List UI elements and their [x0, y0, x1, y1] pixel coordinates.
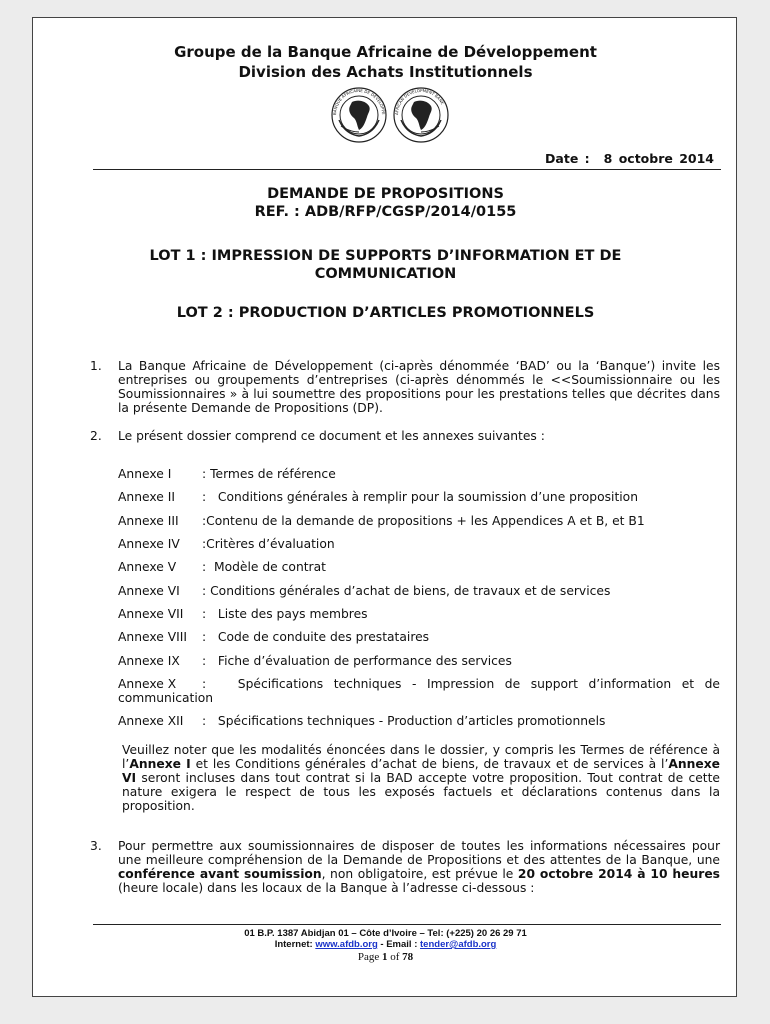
logo-text-left: BANQUE AFRICAINE DE DEVELOPPE: [331, 87, 387, 116]
annex-desc: Contenu de la demande de propositions + les Appendices A et B, et B1: [206, 514, 645, 528]
para2-text: Le présent dossier comprend ce document et les annexes suivantes :: [118, 429, 545, 443]
document-page: [32, 17, 737, 997]
doc-reference: REF. : ADB/RFP/CGSP/2014/0155: [254, 204, 517, 220]
annex-item: Annexe II : Conditions générales à remplir pour la soumission d’une proposition: [118, 490, 639, 504]
annex-item: Annexe I : Termes de référence: [118, 467, 336, 481]
annex-desc: Conditions générales d’achat de biens, de travaux et de services: [210, 584, 611, 598]
annex-label: Annexe VII: [118, 607, 184, 621]
annex-desc: Modèle de contrat: [213, 560, 326, 574]
annex-desc: Code de conduite des prestataires: [217, 630, 430, 644]
annex-label: Annexe XII: [118, 714, 184, 728]
afdb-logo-left: [330, 86, 388, 144]
annex-desc: Fiche d’évaluation de performance des services: [217, 654, 512, 668]
page-total: 78: [402, 951, 414, 963]
lot1-title-line2: COMMUNICATION: [314, 266, 457, 282]
para3-text: Pour permettre aux soumissionnaires de disposer de toutes les informations nécessaires pour une meilleure compréhension de la Demande de Propositions et des attentes de la Banque, une conférence avant soumission, non obligatoire, est prévue le 20 octobre 2014 à 10 heures (heure locale) dans les locaux de la Banque à l’adresse ci-dessous :: [118, 839, 720, 895]
date-value: 8 octobre 2014: [603, 151, 714, 166]
annex-desc: Conditions générales à remplir pour la soumission d’une proposition: [217, 490, 639, 504]
doc-title: DEMANDE DE PROPOSITIONS: [267, 186, 504, 202]
division-name: Division des Achats Institutionnels: [238, 63, 533, 81]
annex-label: Annexe VIII: [118, 630, 188, 644]
annex-item: Annexe V : Modèle de contrat: [118, 560, 326, 574]
annex-item: Annexe III :Contenu de la demande de propositions + les Appendices A et B, et B1: [118, 514, 645, 528]
footer-address: 01 B.P. 1387 Abidjan 01 – Côte d’Ivoire – Tel: (+225) 20 26 29 71: [244, 928, 527, 939]
afdb-logo-right: [392, 86, 450, 144]
annex-item: Annexe XII : Spécifications techniques - Production d’articles promotionnels: [118, 714, 606, 728]
annex-desc: Spécifications techniques - Impression de support d’information et de communication: [118, 677, 721, 705]
annex-item: Annexe X : Spécifications techniques - Impression de support d’information et de communication: [118, 677, 721, 705]
annex-desc: Critères d’évaluation: [206, 537, 335, 551]
annex-i-ref: Annexe I: [129, 757, 191, 771]
annex-item: Annexe IV :Critères d’évaluation: [118, 537, 335, 551]
annex-label: Annexe VI: [118, 584, 180, 598]
para1-number: 1.: [90, 359, 102, 373]
page-number: Page 1 of 78: [357, 951, 414, 963]
annex-item: Annexe IX : Fiche d’évaluation de performance des services: [118, 654, 512, 668]
para1-text: La Banque Africaine de Développement (ci-après dénommée ‘BAD’ ou la ‘Banque’) invite les entreprises ou groupements d’entreprises (ci-après dénommés le <<Soumissionnaire ou les Soumissionnaires » à lui soumettre des propositions pour les prestations telles que décrites dans la présente Demande de Propositions (DP).: [118, 359, 720, 415]
annex-label: Annexe IX: [118, 654, 180, 668]
annex-label: Annexe IV: [118, 537, 180, 551]
annex-vi-ref: Annexe VI: [122, 757, 720, 785]
footer-contacts: Internet: www.afdb.org - Email : tender@afdb.org: [274, 939, 497, 950]
annex-item: Annexe VI : Conditions générales d’achat de biens, de travaux et de services: [118, 584, 611, 598]
lot1-title-line1: LOT 1 : IMPRESSION DE SUPPORTS D’INFORMATION ET DE: [149, 248, 622, 264]
annex-desc: Termes de référence: [210, 467, 336, 481]
logo-text-right: AFRICAN DEVELOPMENT BANK: [393, 87, 446, 116]
lot2-title: LOT 2 : PRODUCTION D’ARTICLES PROMOTIONNELS: [176, 305, 595, 321]
email-link[interactable]: tender@afdb.org: [420, 939, 497, 950]
footer-divider: [93, 924, 721, 925]
header-divider: [93, 169, 721, 170]
conference-label: conférence avant soumission: [118, 867, 322, 881]
annex-label: Annexe V: [118, 560, 177, 574]
para2-number: 2.: [90, 429, 102, 443]
date-label: Date :: [545, 151, 590, 166]
annex-label: Annexe II: [118, 490, 175, 504]
date-row: [545, 151, 714, 166]
page-current: 1: [381, 951, 388, 963]
org-name: Groupe de la Banque Africaine de Développement: [174, 43, 597, 61]
annex-label: Annexe X: [118, 677, 177, 691]
annex-label: Annexe I: [118, 467, 172, 481]
annex-desc: Liste des pays membres: [217, 607, 368, 621]
annex-desc: Spécifications techniques - Production d’articles promotionnels: [217, 714, 606, 728]
website-link[interactable]: www.afdb.org: [315, 939, 378, 950]
annex-label: Annexe III: [118, 514, 179, 528]
annex-item: Annexe VIII : Code de conduite des prestataires: [118, 630, 430, 644]
note-paragraph: Veuillez noter que les modalités énoncées dans le dossier, y compris les Termes de référence à l’Annexe I et les Conditions générales d’achat de biens, de travaux et de services à l’Annexe VI seront incluses dans tout contrat si la BAD accepte votre proposition. Tout contrat de cette nature exigera le respect de tous les exposés factuels et déclarations contenus dans la proposition.: [122, 743, 720, 813]
para3-number: 3.: [90, 839, 102, 853]
annex-item: Annexe VII : Liste des pays membres: [118, 607, 368, 621]
conference-date: 20 octobre 2014 à 10 heures: [517, 867, 720, 881]
